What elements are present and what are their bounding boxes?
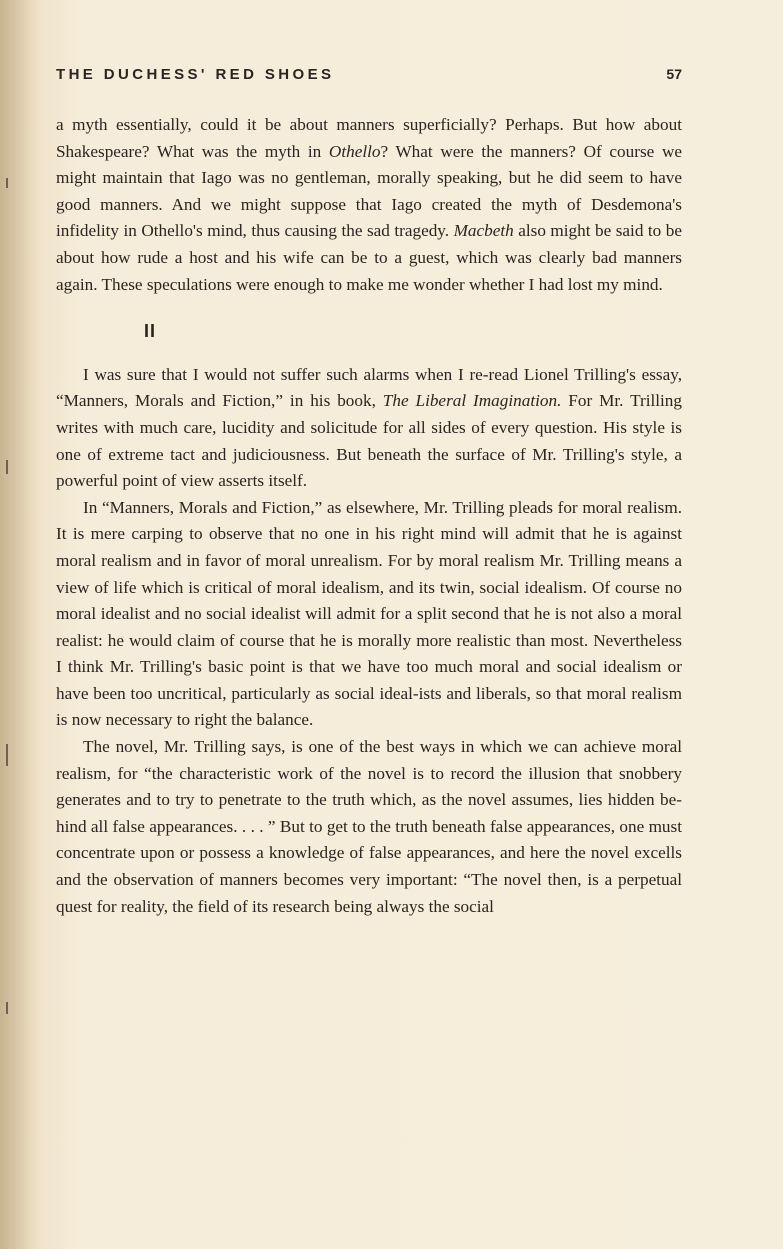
title-othello: Othello [328,141,381,161]
text-run: I was sure that I would not suffer such alarms when I re-read Lionel Trilling's essay, “Manners, Morals and Fiction,” in his book, [56,364,682,411]
margin-mark [6,1002,8,1014]
margin-mark [6,744,8,766]
paragraph: The novel, Mr. Trilling says, is one of the best ways in which we can achieve moral realism, for “the characteristic work of the novel is to record the illusion that snobbery generates and to try to penetrate to the truth which, as the novel assumes, lies hidden be-hind all false appearances. . . . ” But to get to the truth beneath false appearances, one must concentrate upon or possess a knowledge of false appearances, and here the novel excells and the observation of manners becomes very important: “The novel then, is a perpetual quest for reality, the field of its research being always the social [56,737,682,916]
text-run: a myth essentially, could it be about manners superficially? Perhaps. But how about Shakespeare? What was the myth in [56,115,682,161]
paragraph [56,362,682,495]
text-run: also might be said to be about how rude a host and his wife can be to a guest, which was clearly bad manners again. These speculations were enough to make me wonder whether I had lost my mind. [56,221,682,294]
paragraph: In “Manners, Morals and Fiction,” as elsewhere, Mr. Trilling pleads for moral realism. It is mere carping to observe that no one in his right mind will admit that he is against moral realism and in favor of moral unrealism. For by moral realism Mr. Trilling means a view of life which is critical of moral idealism, and its twin, social idealism. Of course no moral idealist and no social idealist will admit for a split second that he is not also a moral realist: he would claim of course that he is morally more realistic than most. Nevertheless I think Mr. Trilling's basic point is that we have too much moral and social idealism or have been too uncritical, particularly as social ideal-ists and liberals, so that moral realism is now necessary to right the balance. [56,497,682,730]
page-number: 57 [666,66,682,82]
title-macbeth: Macbeth [453,221,514,241]
margin-mark [6,178,8,188]
margin-mark [6,460,8,474]
running-head-title: THE DUCHESS' RED SHOES [56,66,335,83]
paragraph [56,112,682,298]
text-run: ? What were the manners? Of course we might maintain that Iago was no gentleman, morally speaking, but he did seem to have good manners. And we might suppose that Iago created the myth of Desdemona's infidelity in Othello's mind, thus causing the sad tragedy. [56,141,682,241]
text-run: For Mr. Trilling writes with much care, lucidity and solicitude for all sides of every question. His style is one of extreme tact and judiciousness. But beneath the surface of Mr. Trilling's style, a powerful point of view asserts itself. [56,391,682,491]
body-text [56,112,682,920]
section-heading: II [144,321,157,342]
book-title: The Liberal Imagination. [382,391,562,411]
running-head [56,66,682,83]
